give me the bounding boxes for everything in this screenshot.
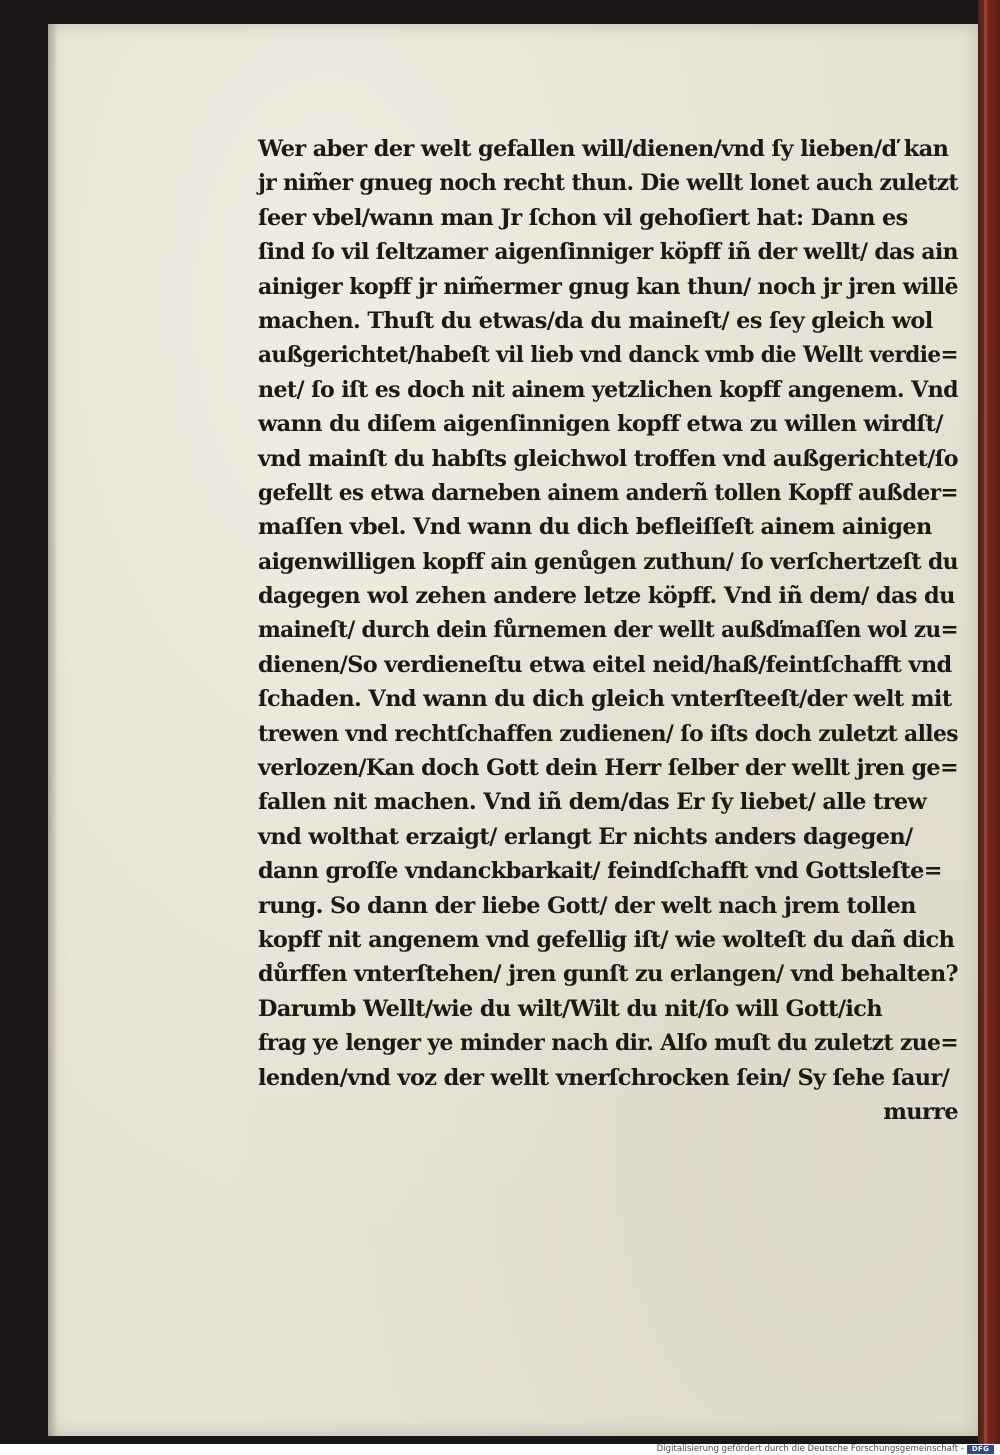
text-line: jr nim̃er gnueg noch recht thun. Die wellt lonet auch zuletzt [258, 170, 958, 197]
text-block [258, 132, 958, 1129]
text-line: machen. Thuſt du etwas/da du maineſt/ es ſey gleich wol [258, 307, 933, 334]
funding-credit: Digitalisierung gefördert durch die Deutsche Forschungsgemeinschaft - [656, 1444, 964, 1454]
text-line: net/ ſo iſt es doch nit ainem yetzlichen kopff angenem. Vnd [258, 376, 958, 403]
text-line: gefellt es etwa darneben ainem anderñ tollen Kopff außder= [258, 479, 959, 506]
text-line: dann groſſe vndanckbarkait/ feindſchafft vnd Gottsleſte= [258, 858, 942, 885]
page-edge-shadow [48, 24, 58, 1436]
text-line: aigenwilligen kopff ain genůgen zuthun/ ſo verſchertzeſt du [258, 548, 959, 575]
text-line: kopff nit angenem vnd gefellig iſt/ wie wolteſt du dañ dich [258, 926, 955, 953]
text-line: vnd wolthat erzaigt/ erlangt Er nichts anders dagegen/ [258, 823, 913, 850]
text-line: frag ye lenger ye minder nach dir. Alſo muſt du zuletzt zue= [258, 1030, 959, 1057]
text-line: Wer aber der welt gefallen will/dienen/vnd ſy lieben/ď kan [258, 136, 949, 162]
dfg-logo-icon: DFG [967, 1445, 994, 1454]
catchword: murre [883, 1098, 958, 1125]
text-line: dagegen wol zehen andere letze köpff. Vnd iñ dem/ das du [258, 583, 955, 610]
footer-bar [0, 1444, 1000, 1455]
text-line: ſind ſo vil ſeltzamer aigenſinniger köpff iñ der wellt/ das ain [258, 239, 958, 266]
text-line: Darumb Wellt/wie du wilt/Wilt du nit/ſo will Gott/ich [258, 995, 883, 1022]
text-line: lenden/vnd voz der wellt vnerſchrocken ſein/ Sy ſehe ſaur/ [258, 1064, 950, 1091]
text-line: ſchaden. Vnd wann du dich gleich vnterſteeſt/der welt mit [258, 686, 952, 713]
text-line: důrffen vnterſtehen/ jren gunſt zu erlangen/ vnd behalten? [258, 961, 959, 988]
text-line: außgerichtet/habeſt vil lieb vnd danck vmb die Wellt verdie= [258, 342, 959, 369]
spine-highlight [984, 0, 987, 1444]
text-line: maineſt/ durch dein fůrnemen der wellt außďmaſſen wol zu= [258, 617, 959, 644]
text-line: dienen/So verdieneſtu etwa eitel neid/haß/feintſchafft vnd [258, 651, 952, 678]
text-line: rung. So dann der liebe Gott/ der welt nach jrem tollen [258, 892, 916, 919]
book-spine-edge [978, 0, 1000, 1444]
text-line: fallen nit machen. Vnd iñ dem/das Er ſy liebet/ alle trew [258, 789, 927, 816]
text-line: maſſen vbel. Vnd wann du dich befleiſſeſt ainem ainigen [258, 514, 932, 541]
text-line: ainiger kopff jr nim̃ermer gnug kan thun/ noch jr jren willē [258, 273, 959, 300]
text-line: verlozen/Kan doch Gott dein Herr ſelber der wellt jren ge= [258, 755, 959, 782]
text-line: vnd mainſt du habſts gleichwol troffen vnd außgerichtet/ſo [258, 445, 959, 472]
text-line: ſeer vbel/wann man Jr ſchon vil gehoſiert hat: Dann es [258, 204, 908, 231]
text-line: trewen vnd rechtſchaffen zudienen/ ſo iſts doch zuletzt alles [258, 720, 958, 747]
text-line: wann du diſem aigenſinnigen kopff etwa zu willen wirdſt/ [258, 411, 943, 438]
